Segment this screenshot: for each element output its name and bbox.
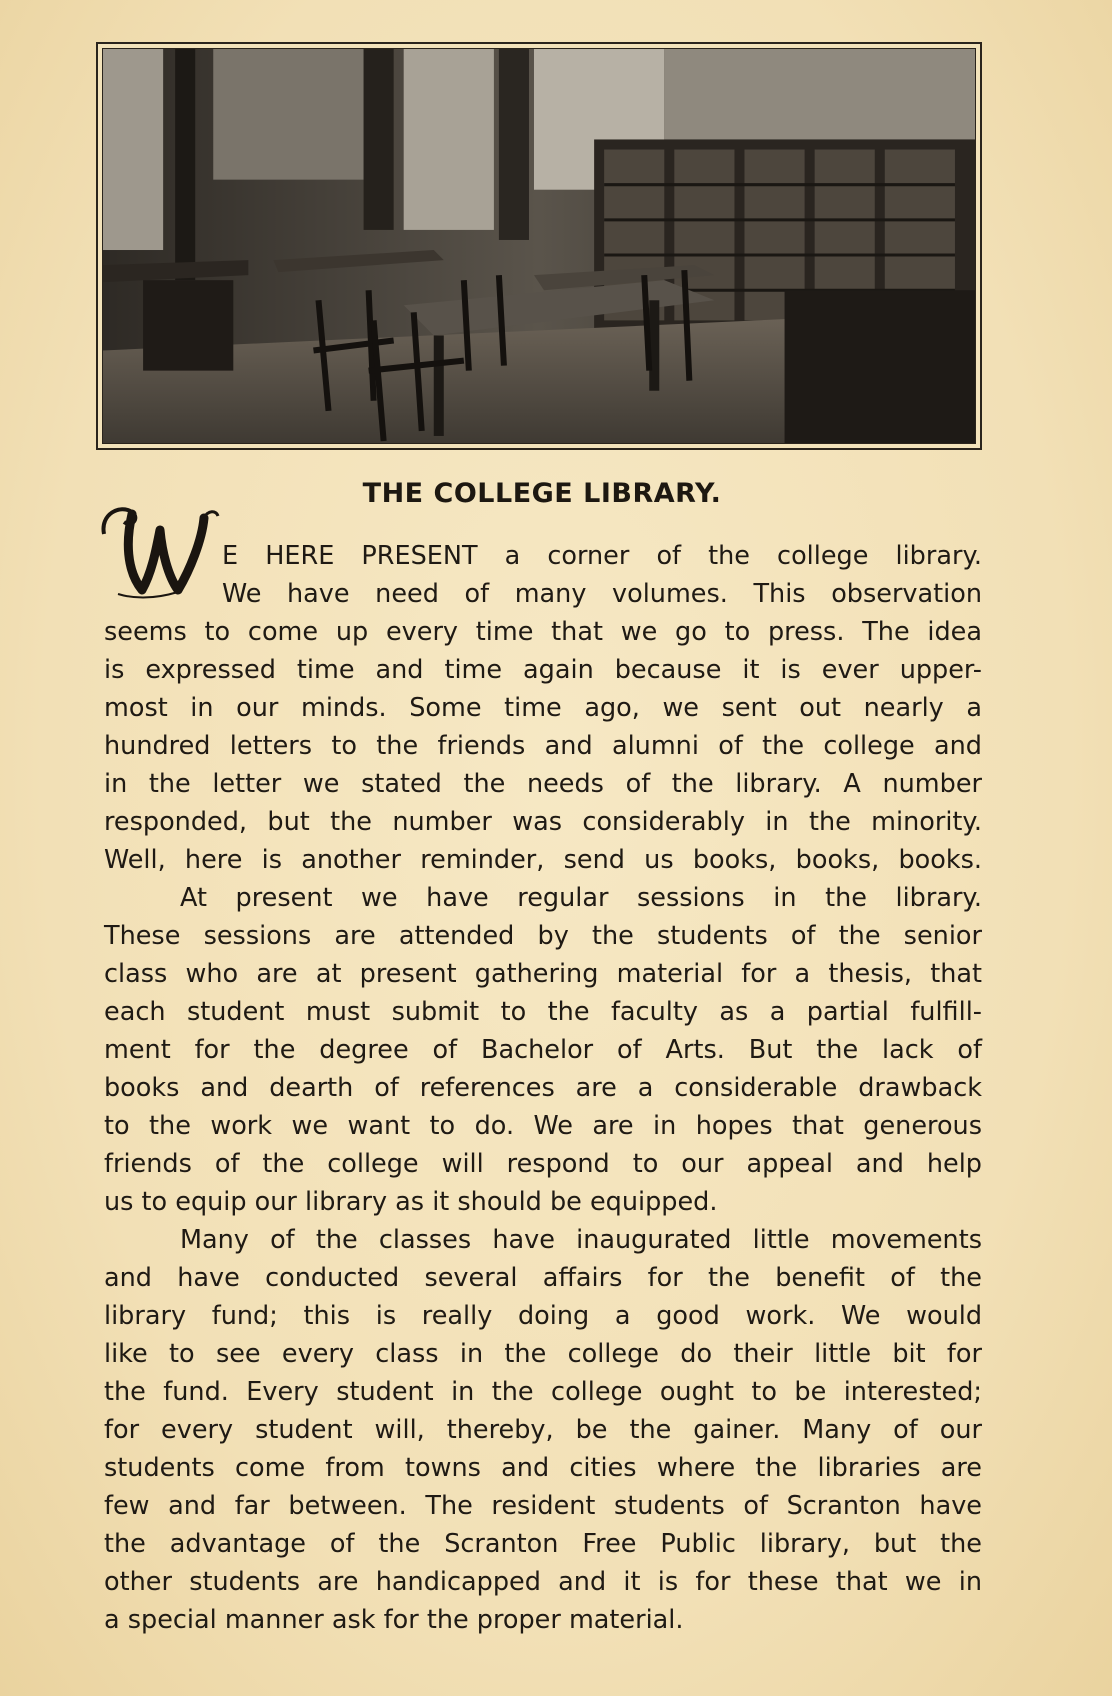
text-line-18: us to equip our library as it should be equipped. bbox=[104, 1187, 718, 1217]
text-line-6: hundred letters to the friends and alumni of the college and bbox=[104, 731, 982, 761]
text-line-3: seems to come up every time that we go to press. The idea bbox=[104, 617, 982, 647]
library-photo bbox=[102, 48, 976, 444]
text-line-5: most in our minds. Some time ago, we sent out nearly a bbox=[104, 693, 982, 723]
text-line-19: Many of the classes have inaugurated little movements bbox=[180, 1225, 982, 1255]
text-line-4: is expressed time and time again because it is ever upper- bbox=[104, 655, 982, 685]
text-line-14: ment for the degree of Bachelor of Arts. But the lack of bbox=[104, 1035, 982, 1065]
text-line-20: and have conducted several affairs for the benefit of the bbox=[104, 1263, 982, 1293]
text-line-7: in the letter we stated the needs of the library. A number bbox=[104, 769, 982, 799]
text-line-26: few and far between. The resident students of Scranton have bbox=[104, 1491, 982, 1521]
text-line-12: class who are at present gathering material for a thesis, that bbox=[104, 959, 982, 989]
text-line-15: books and dearth of references are a considerable drawback bbox=[104, 1073, 982, 1103]
text-line-1: E HERE PRESENT a corner of the college library. bbox=[222, 541, 982, 571]
library-photo-illustration bbox=[103, 49, 975, 443]
text-line-21: library fund; this is really doing a good work. We would bbox=[104, 1301, 982, 1331]
dropcap-w-glyph bbox=[98, 500, 220, 600]
text-line-11: These sessions are attended by the students of the senior bbox=[104, 921, 982, 951]
dropcap-letter bbox=[98, 500, 220, 600]
text-line-13: each student must submit to the faculty as a partial fulfill- bbox=[104, 997, 982, 1027]
text-line-27: the advantage of the Scranton Free Public library, but the bbox=[104, 1529, 982, 1559]
text-line-22: like to see every class in the college do their little bit for bbox=[104, 1339, 982, 1369]
article-title: THE COLLEGE LIBRARY. bbox=[362, 478, 722, 509]
text-line-25: students come from towns and cities where the libraries are bbox=[104, 1453, 982, 1483]
library-photo-frame bbox=[96, 42, 982, 450]
text-line-16: to the work we want to do. We are in hopes that generous bbox=[104, 1111, 982, 1141]
text-line-23: the fund. Every student in the college ought to be interested; bbox=[104, 1377, 982, 1407]
text-line-9: Well, here is another reminder, send us books, books, books. bbox=[104, 845, 982, 875]
text-line-17: friends of the college will respond to our appeal and help bbox=[104, 1149, 982, 1179]
text-line-10: At present we have regular sessions in the library. bbox=[180, 883, 982, 913]
text-line-29: a special manner ask for the proper material. bbox=[104, 1605, 684, 1635]
text-line-28: other students are handicapped and it is for these that we in bbox=[104, 1567, 982, 1597]
text-line-8: responded, but the number was considerably in the minority. bbox=[104, 807, 982, 837]
text-line-24: for every student will, thereby, be the gainer. Many of our bbox=[104, 1415, 982, 1445]
text-line-2: We have need of many volumes. This observation bbox=[222, 579, 982, 609]
